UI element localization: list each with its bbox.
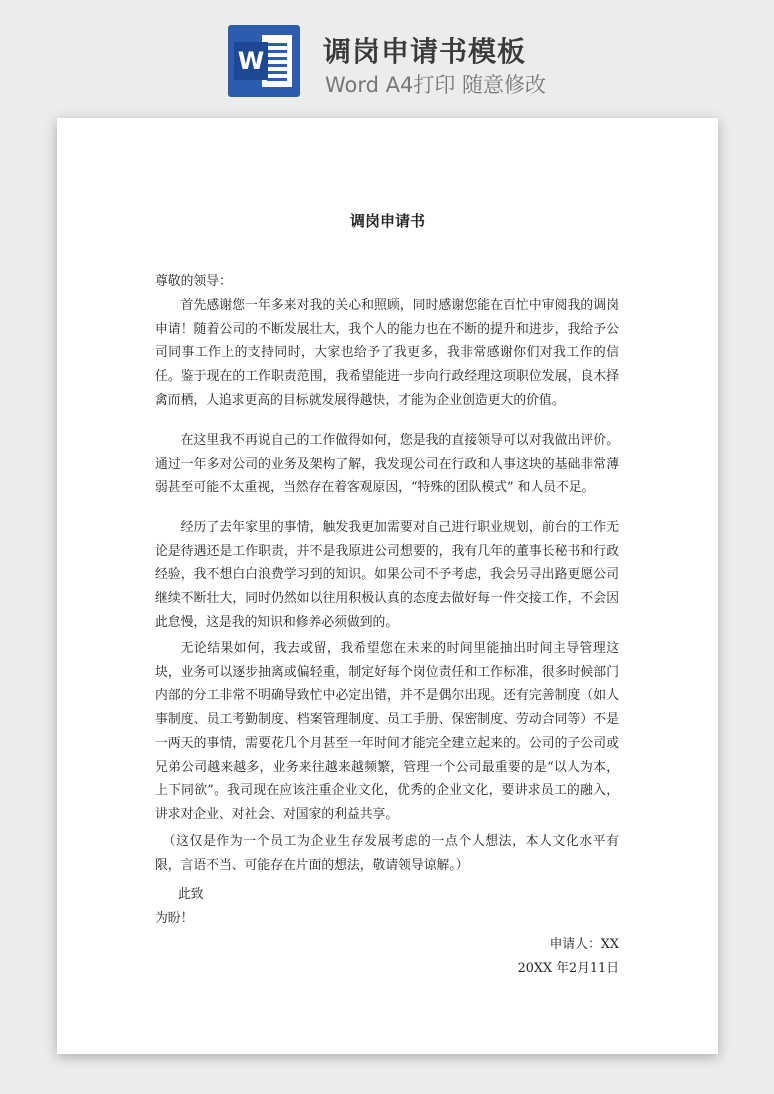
template-subtitle: Word A4打印 随意修改	[325, 73, 547, 97]
paragraph-2: 在这里我不再说自己的工作做得如何，您是我的直接领导可以对我做出评价。通过一年多对公司的业务及架构了解，我发现公司在行政和人事这块的基础非常薄弱甚至可能不太重视，当然存在着客观原因，“特殊的团队模式” 和人员不足。	[155, 433, 619, 496]
word-icon	[228, 25, 300, 97]
salutation: 尊敬的领导：	[155, 274, 232, 289]
document-title: 调岗申请书	[349, 212, 425, 230]
closing-weipan: 为盼！	[155, 911, 194, 926]
paragraph-4: 无论结果如何，我去或留，我希望您在未来的时间里能抽出时间主导管理这块，业务可以逐步抽离或偏轻重，制定好每个岗位责任和工作标准，很多时候部门内部的分工非常不明确导致忙中必定出错，并不是偶尔出现。还有完善制度（如人事制度、员工考勤制度、档案管理制度、员工手册、保密制度、劳动合同等）不是一两天的事情，需要花几个月甚至一年时间才能完全建立起来的。公司的子公司或兄弟公司越来越多，业务来往越来越频繁，管理一个公司最重要的是“以人为本，上下同欲”。我司现在应该注重企业文化，优秀的企业文化，要讲求员工的融入，讲求对企业、对社会、对国家的利益共享。	[155, 641, 619, 822]
paragraph-3: 经历了去年家里的事情，触发我更加需要对自己进行职业规划，前台的工作无论是待遇还是工作职责，并不是我原进公司想要的，我有几年的董事长秘书和行政经验，我不想白白浪费学习到的知识。如果公司不予考虑，我会另寻出路更愿公司继续不断壮大，同时仍然如以往用积极认真的态度去做好每一件交接工作，不会因此怠慢，这是我的知识和修养必须做到的。	[155, 520, 619, 630]
closing-cizhi: 此致	[178, 887, 204, 902]
template-title: 调岗申请书模板	[323, 35, 527, 68]
paragraph-5: （这仅是作为一个员工为企业生存发展考虑的一点个人想法，本人文化水平有限，言语不当、可能存在片面的想法，敬请领导谅解。）	[155, 834, 619, 873]
template-header	[0, 0, 774, 110]
date: 20XX 年2月11日	[517, 961, 619, 976]
paragraph-1: 首先感谢您一年多来对我的关心和照顾，同时感谢您能在百忙中审阅我的调岗申请！随着公司的不断发展壮大，我个人的能力也在不断的提升和进步，我给予公司同事工作上的支持同时，大家也给予了我更多，我非常感谢你们对我工作的信任。鉴于现在的工作职责范围，我希望能进一步向行政经理这项职位发展，良木择禽而栖，人追求更高的目标就发展得越快，才能为企业创造更大的价值。	[155, 298, 619, 408]
word-icon-letter: W	[234, 42, 268, 80]
signature: 申请人：XX	[549, 937, 619, 952]
document-page	[57, 118, 718, 1054]
